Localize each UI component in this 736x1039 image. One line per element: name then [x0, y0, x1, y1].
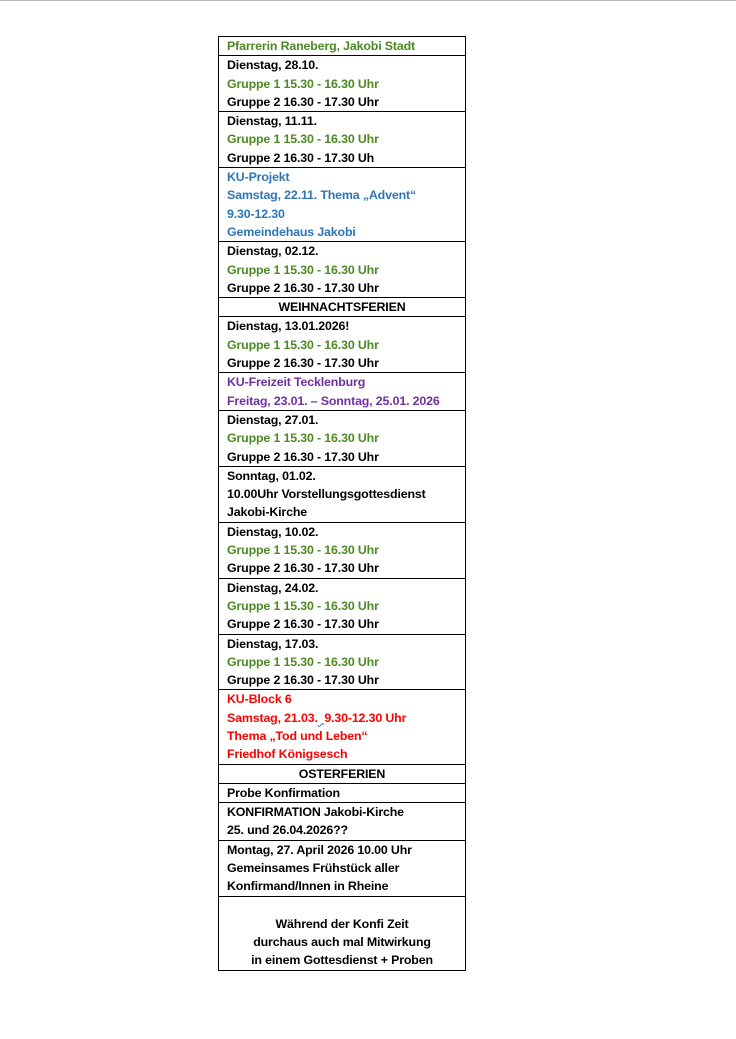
group-2-time: Gruppe 2 16.30 - 17.30 Uhr — [227, 673, 379, 688]
date-label: Dienstag, 02.12. — [227, 244, 319, 259]
event-date: 25. und 26.04.2026?? — [227, 823, 348, 838]
date-label: Sonntag, 01.02. — [227, 468, 316, 483]
schedule-row-ku-projekt — [219, 168, 466, 242]
group-1-time: Gruppe 1 15.30 - 16.30 Uhr — [227, 262, 379, 277]
note-line: durchaus auch mal Mitwirkung — [253, 935, 431, 950]
event-title: 10.00Uhr Vorstellungsgottesdienst — [227, 487, 426, 502]
page-top-rule — [0, 0, 736, 1]
group-1-time: Gruppe 1 15.30 - 16.30 Uhr — [227, 132, 379, 147]
group-2-time: Gruppe 2 16.30 - 17.30 Uhr — [227, 561, 379, 576]
schedule-row-fruehstueck — [219, 840, 466, 896]
date-label: Dienstag, 17.03. — [227, 636, 319, 651]
holiday-label: WEIHNACHTSFERIEN — [219, 298, 466, 317]
group-1-time: Gruppe 1 15.30 - 16.30 Uhr — [227, 654, 379, 669]
event-date: Samstag, 22.11. Thema „Advent“ — [227, 188, 417, 203]
event-title: KU-Block 6 — [227, 692, 292, 707]
group-2-time: Gruppe 2 16.30 - 17.30 Uhr — [227, 280, 379, 295]
group-2-time: Gruppe 2 16.30 - 17.30 Uhr — [227, 449, 379, 464]
schedule-row-freizeit — [219, 373, 466, 411]
event-title: KONFIRMATION Jakobi-Kirche — [227, 805, 404, 820]
schedule-row-ku-block — [219, 690, 466, 764]
date-label: Dienstag, 11.11. — [227, 114, 317, 129]
date-label: Dienstag, 13.01.2026! — [227, 319, 350, 334]
event-title: KU-Projekt — [227, 170, 290, 185]
date-label: Dienstag, 28.10. — [227, 58, 319, 73]
note-line: Während der Konfi Zeit — [275, 916, 409, 931]
schedule-table — [218, 36, 466, 971]
event-location: Konfirmand/Innen in Rheine — [227, 879, 389, 894]
table-title-row — [219, 37, 466, 56]
event-date-time: Montag, 27. April 2026 10.00 Uhr — [227, 842, 412, 857]
event-title: KU-Freizeit Tecklenburg — [227, 375, 366, 390]
group-2-time: Gruppe 2 16.30 - 17.30 Uhr — [227, 94, 379, 109]
event-title: Probe Konfirmation — [219, 783, 466, 802]
event-date: Freitag, 23.01. – Sonntag, 25.01. 2026 — [227, 393, 440, 408]
schedule-row — [219, 317, 466, 373]
schedule-row — [219, 578, 466, 634]
event-location: Gemeindehaus Jakobi — [227, 224, 356, 239]
event-time: 9.30-12.30 — [227, 206, 285, 221]
schedule-row — [219, 783, 466, 802]
schedule-row — [219, 242, 466, 298]
group-2-time: Gruppe 2 16.30 - 17.30 Uh — [227, 150, 375, 165]
schedule-row — [219, 634, 466, 690]
group-1-time: Gruppe 1 15.30 - 16.30 Uhr — [227, 431, 379, 446]
schedule-title: Pfarrerin Raneberg, Jakobi Stadt — [219, 37, 466, 56]
schedule-row-konfirmation — [219, 803, 466, 841]
note-row — [219, 896, 466, 970]
event-title: Gemeinsames Frühstück aller — [227, 861, 400, 876]
holiday-label: OSTERFERIEN — [219, 764, 466, 783]
date-label: Dienstag, 10.02. — [227, 524, 319, 539]
schedule-row — [219, 410, 466, 466]
event-time: 9.30-12.30 Uhr — [324, 710, 407, 725]
group-2-time: Gruppe 2 16.30 - 17.30 Uhr — [227, 356, 379, 371]
schedule-row — [219, 112, 466, 168]
holiday-row — [219, 764, 466, 783]
date-label: Dienstag, 27.01. — [227, 412, 319, 427]
schedule-row-gottesdienst — [219, 466, 466, 522]
note-line: in einem Gottesdienst + Proben — [251, 953, 433, 968]
group-1-time: Gruppe 1 15.30 - 16.30 Uhr — [227, 76, 379, 91]
group-1-time: Gruppe 1 15.30 - 16.30 Uhr — [227, 337, 379, 352]
group-1-time: Gruppe 1 15.30 - 16.30 Uhr — [227, 598, 379, 613]
holiday-row — [219, 298, 466, 317]
date-label: Dienstag, 24.02. — [227, 580, 319, 595]
event-location: Friedhof Königsesch — [227, 747, 348, 762]
event-date: Samstag, 21.03. — [227, 710, 318, 725]
schedule-row — [219, 56, 466, 112]
event-theme: Thema „Tod und Leben“ — [227, 728, 368, 743]
schedule-row — [219, 522, 466, 578]
event-date-time — [227, 709, 465, 727]
group-1-time: Gruppe 1 15.30 - 16.30 Uhr — [227, 543, 379, 558]
group-2-time: Gruppe 2 16.30 - 17.30 Uhr — [227, 617, 379, 632]
event-location: Jakobi-Kirche — [227, 505, 307, 520]
